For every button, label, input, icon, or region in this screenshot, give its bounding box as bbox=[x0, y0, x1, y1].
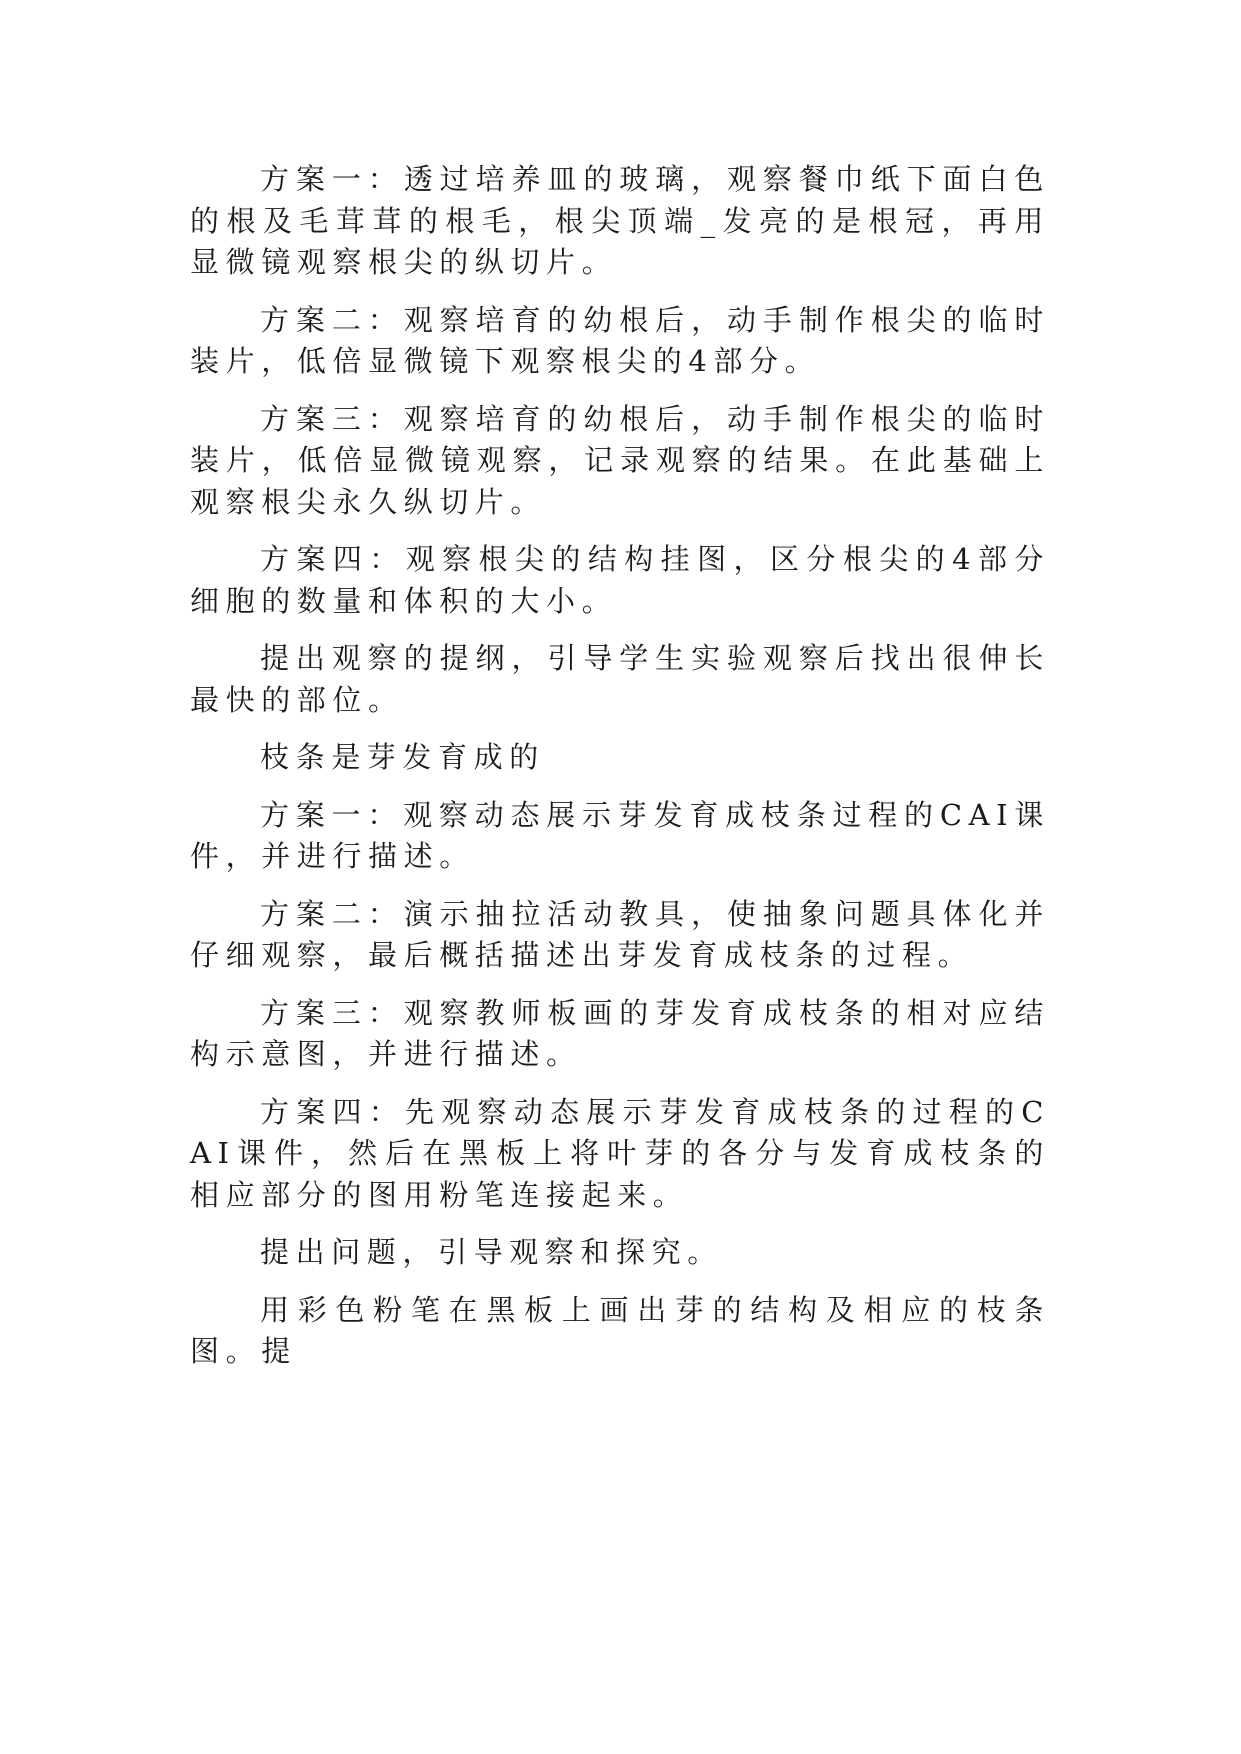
paragraph: 方案四：观察根尖的结构挂图，区分根尖的4部分细胞的数量和体积的大小。 bbox=[190, 542, 1050, 618]
paragraph: 提出问题，引导观察和探究。 bbox=[260, 1235, 723, 1269]
paragraph: 方案二：观察培育的幼根后，动手制作根尖的临时装片，低倍显微镜下观察根尖的4部分。 bbox=[190, 302, 1050, 378]
paragraph: 方案四：先观察动态展示芽发育成枝条的过程的CAI课件，然后在黑板上将叶芽的各分与发育成枝条的相应部分的图用粉笔连接起来。 bbox=[190, 1094, 1050, 1212]
paragraph: 方案一：透过培养皿的玻璃，观察餐巾纸下面白色的根及毛茸茸的根毛，根尖顶端_发亮的是根冠，再用显微镜观察根尖的纵切片。 bbox=[190, 162, 1050, 279]
paragraph: 方案三：观察教师板画的芽发育成枝条的相对应结构示意图，并进行描述。 bbox=[190, 995, 1050, 1071]
paragraph: 用彩色粉笔在黑板上画出芽的结构及相应的枝条图。提 bbox=[190, 1292, 1050, 1368]
paragraph: 方案二：演示抽拉活动教具，使抽象问题具体化并仔细观察，最后概括描述出芽发育成枝条的过程。 bbox=[190, 896, 1050, 972]
paragraph: 方案一：观察动态展示芽发育成枝条过程的CAI课件，并进行描述。 bbox=[190, 797, 1050, 873]
section-heading: 枝条是芽发育成的 bbox=[260, 740, 545, 774]
paragraph: 提出观察的提纲，引导学生实验观察后找出很伸长最快的部位。 bbox=[190, 641, 1050, 717]
paragraph: 方案三：观察培育的幼根后，动手制作根尖的临时装片，低倍显微镜观察，记录观察的结果。在此基础上观察根尖永久纵切片。 bbox=[190, 401, 1050, 519]
document-body bbox=[190, 159, 1050, 1373]
